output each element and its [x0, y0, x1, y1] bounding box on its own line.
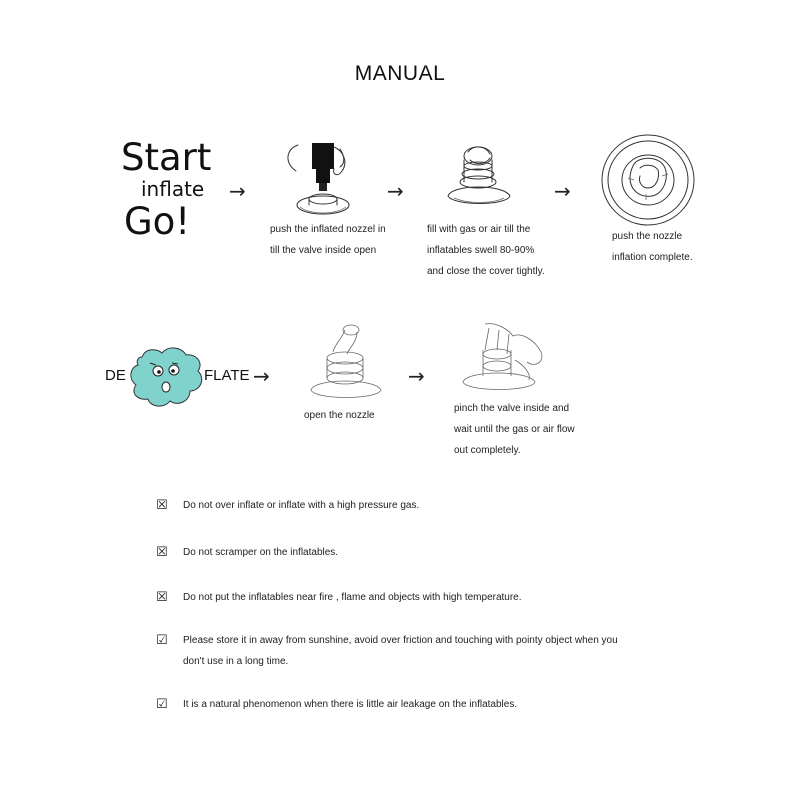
step-caption: fill with gas or air till the inflatables swell 80-90% and close the cover tightly.: [427, 224, 545, 277]
arrow-icon: →: [387, 179, 404, 203]
manual-title: MANUAL: [354, 62, 446, 85]
deflate-blob-illustration: [128, 343, 206, 409]
check-box-icon: ☑: [156, 633, 168, 648]
inflate-word: inflate: [141, 177, 205, 201]
step-caption: push the inflated nozzel in till the valve inside open: [270, 224, 386, 256]
step-caption: pinch the valve inside and wait until the gas or air flow out completely.: [454, 403, 575, 456]
step-caption: push the nozzle inflation complete.: [612, 231, 693, 263]
deflate-label-left: DE: [105, 367, 126, 384]
check-box-icon: ☑: [156, 697, 168, 712]
cross-box-icon: ☒: [156, 498, 168, 513]
step-caption: open the nozzle: [304, 410, 375, 421]
arrow-icon: →: [253, 364, 270, 388]
cross-box-icon: ☒: [156, 545, 168, 560]
go-word: Go!: [124, 200, 191, 243]
fill-gas-illustration: [440, 138, 530, 218]
arrow-icon: →: [229, 179, 246, 203]
arrow-icon: →: [408, 364, 425, 388]
valve-topview-illustration: [600, 134, 700, 230]
push-nozzle-illustration: [270, 135, 380, 225]
arrow-icon: →: [554, 179, 571, 203]
start-word: Start: [121, 136, 212, 179]
open-nozzle-illustration: [305, 318, 385, 408]
deflate-label-right: FLATE: [204, 367, 250, 384]
cross-box-icon: ☒: [156, 590, 168, 605]
pinch-valve-illustration: [455, 320, 555, 400]
